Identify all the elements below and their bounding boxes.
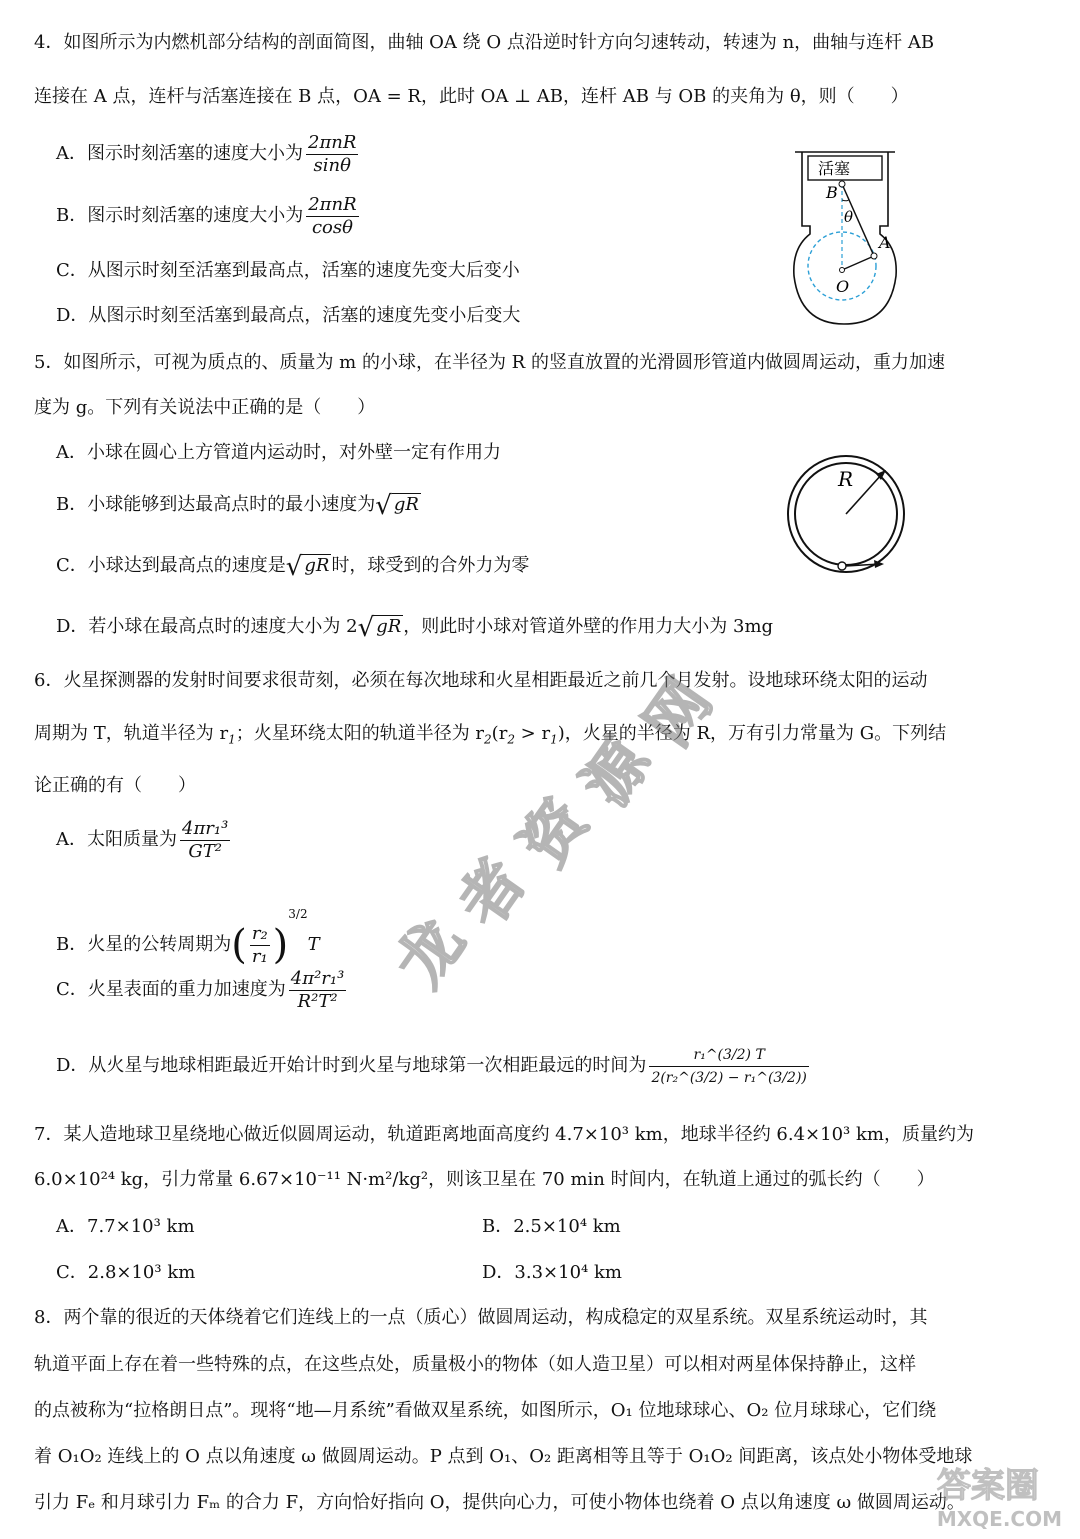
q5-option-c-tail: 时，球受到的合外力为零 (331, 555, 530, 576)
q7-line2: 6.0×10²⁴ kg，引力常量 6.67×10⁻¹¹ N·m²/kg²，则该卫星在 70 min 时间内，在轨道上通过的弧长约（ ） (34, 1169, 935, 1190)
label-theta: θ (844, 208, 854, 226)
q4-line2: 连接在 A 点，连杆与活塞连接在 B 点，OA = R，此时 OA ⊥ AB，连杆 AB 与 OB 的夹角为 θ，则（ ） (34, 86, 909, 107)
q5-option-d-root: gR (376, 616, 402, 637)
q7-option-d[interactable]: D．3.3×10⁴ km (482, 1262, 622, 1283)
q8-line5: 引力 Fₑ 和月球引力 Fₘ 的合力 F，方向恰好指向 O，提供向心力，可使小物体也绕着 O 点以角速度 ω 做圆周运动。 (34, 1492, 965, 1513)
q6-line1: 6．火星探测器的发射时间要求很苛刻，必须在每次地球和火星相距最近之前几个月发射。设地球环绕太阳的运动 (34, 670, 928, 691)
piston-label: 活塞 (818, 159, 851, 178)
q5-option-b[interactable] (56, 492, 421, 519)
q5-option-d[interactable] (56, 614, 773, 641)
q6-option-d-fraction: $\frac{\text{r₁\textasciicircum{}(3/2) T}}{\text{2(r₂\textasciicircum{}(3/2) − r₁\textasciicircum{}(3/2))}}$ (649, 1044, 808, 1089)
q5-option-b-text: B．小球能够到达最高点时的最小速度为 (56, 494, 376, 515)
q6-option-a[interactable]: A．太阳质量为 $\frac{\text{4πr₁³}}{\text{GT²}}$ (56, 817, 229, 862)
q5-option-c-text: C．小球达到最高点的速度是 (56, 555, 286, 576)
q4-option-b-fraction: $\frac{\text{2πnR}}{\cos\theta}$ (308, 193, 357, 238)
q4-option-a-fraction: $\frac{\text{2πnR}}{\sin\theta}$ (308, 131, 357, 176)
ball (838, 562, 846, 570)
q5-option-d-text: D．若小球在最高点时的速度大小为 2 (56, 616, 358, 637)
watermark-char: 网 (630, 666, 726, 759)
q4-option-c[interactable]: C．从图示时刻至活塞到最高点，活塞的速度先变大后变小 (56, 260, 520, 281)
q5-option-c[interactable] (56, 553, 529, 580)
q8-line3: 的点被称为“拉格朗日点”。现将“地—月系统”看做双星系统，如图所示，O₁ 位地球球心、O₂ 位月球球心，它们绕 (34, 1400, 937, 1421)
q7-line1: 7．某人造地球卫星绕地心做近似圆周运动，轨道距离地面高度约 4.7×10³ km，地球半径约 6.4×10³ km，质量约为 (34, 1124, 974, 1145)
q4-option-a-text: A．图示时刻活塞的速度大小为 (56, 143, 303, 164)
point-o (840, 268, 845, 273)
q5-option-d-tail: ，则此时小球对管道外壁的作用力大小为 3mg (403, 616, 774, 637)
q4-line1: 4．如图所示为内燃机部分结构的剖面简图，曲轴 OA 绕 O 点沿逆时针方向匀速转动，转速为 n，曲轴与连杆 AB (34, 32, 935, 53)
watermark-char: 者 (444, 846, 540, 939)
q6-option-a-fraction: $\frac{\text{4πr₁³}}{\text{GT²}}$ (182, 817, 229, 862)
q4-option-b-text: B．图示时刻活塞的速度大小为 (56, 205, 304, 226)
q6-line2: 周期为 T，轨道半径为 $r_1$；火星环绕太阳的轨道半径为 $r_2(r_2 > r_1)$，火星的半径为 R，万有引力常量为 G。下列结 (34, 723, 947, 747)
label-o: O (836, 277, 850, 296)
circular-tube-diagram (784, 452, 908, 576)
q4-option-a[interactable] (56, 130, 361, 178)
label-r: R (838, 467, 854, 491)
label-b: B (826, 183, 838, 202)
sqrt-icon: √ (375, 491, 392, 521)
q8-line1: 8．两个靠的很近的天体绕着它们连线上的一点（质心）做圆周运动，构成稳定的双星系统。双星系统运动时，其 (34, 1307, 928, 1328)
sqrt-icon: √ (285, 552, 303, 582)
site-logo: 答案圈 MXQE.COM (936, 1466, 1062, 1531)
q6-line3: 论正确的有（ ） (34, 775, 196, 796)
watermark-char: 龙 (382, 906, 478, 999)
sqrt-icon: √ (357, 613, 375, 643)
q6-option-c-fraction: $\frac{\text{4π²r₁³}}{\text{R²T²}}$ (290, 967, 345, 1012)
q5-option-b-root: gR (393, 494, 419, 515)
point-a (871, 253, 877, 259)
watermark-char: 资 (506, 786, 602, 879)
crank-arm (842, 256, 874, 270)
q5-option-c-root: gR (304, 555, 330, 576)
q7-option-b[interactable]: B．2.5×10⁴ km (482, 1216, 621, 1237)
q6-option-c[interactable]: C．火星表面的重力加速度为 $\frac{\text{4π²r₁³}}{\text{R²T²}}$ (56, 967, 345, 1012)
q7-option-c[interactable]: C．2.8×10³ km (56, 1262, 196, 1283)
q5-line2: 度为 g。下列有关说法中正确的是（ ） (34, 397, 376, 418)
q5-line1: 5．如图所示，可视为质点的、质量为 m 的小球，在半径为 R 的竖直放置的光滑圆形管道内做圆周运动，重力加速 (34, 352, 945, 373)
watermark-char: 源 (568, 726, 664, 819)
engine-diagram (790, 148, 902, 328)
q8-line4: 着 O₁O₂ 连线上的 O 点以角速度 ω 做圆周运动。P 点到 O₁、O₂ 距离相等且等于 O₁O₂ 间距离，该点处小物体受地球 (34, 1446, 973, 1467)
q6-option-b[interactable]: B．火星的公转周期为( $\frac{\text{r₂}}{\text{r₁}}$ )$^{3/2}$T (56, 907, 320, 968)
q7-option-a[interactable]: A．7.7×10³ km (56, 1216, 195, 1237)
q4-option-d[interactable]: D．从图示时刻至活塞到最高点，活塞的速度先变小后变大 (56, 305, 521, 326)
q6-option-d[interactable]: D．从火星与地球相距最近开始计时到火星与地球第一次相距最远的时间为 $\frac{\text{r₁\textasciicircum{}(3/2) T}}{\text{2(r₂\textasciicircum{}(3/2) − r₁\textasciicircum{}(3/2))}}$ (56, 1032, 812, 1100)
point-b (839, 181, 845, 187)
theta-arc (842, 199, 849, 201)
q8-line2: 轨道平面上存在着一些特殊的点，在这些点处，质量极小的物体（如人造卫星）可以相对两星体保持静止，这样 (34, 1354, 916, 1375)
label-a: A (879, 233, 891, 252)
q6-option-b-fraction: $\frac{\text{r₂}}{\text{r₁}}$ (251, 922, 268, 967)
q5-option-a[interactable]: A．小球在圆心上方管道内运动时，对外壁一定有作用力 (56, 442, 501, 463)
q4-option-b[interactable] (56, 192, 362, 240)
